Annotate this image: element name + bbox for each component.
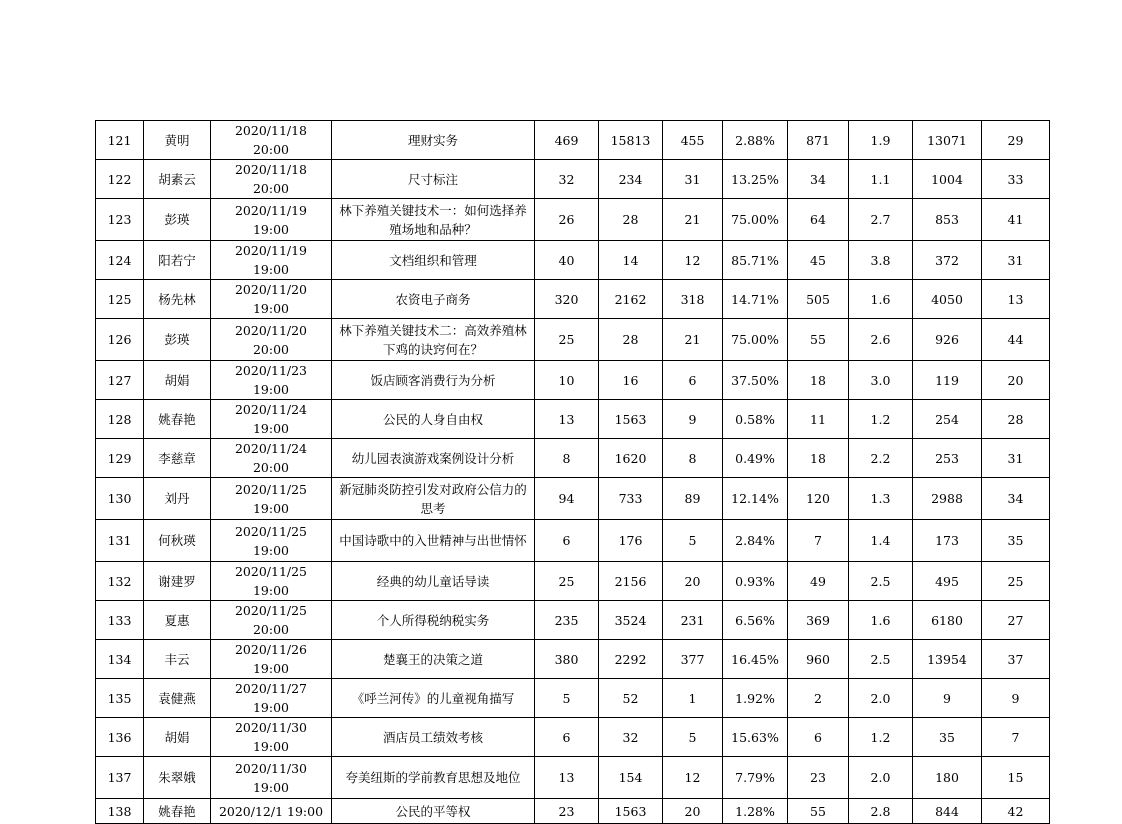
percentage-cell: 2.84% [723, 520, 788, 562]
metric-1-cell: 32 [535, 160, 599, 199]
schedule-time-cell: 2020/12/1 19:00 [211, 799, 332, 824]
metric-7-cell: 29 [982, 121, 1050, 160]
table-row [96, 520, 1050, 562]
metric-6-cell: 13954 [913, 640, 982, 679]
metric-2-cell: 2156 [599, 562, 663, 601]
percentage-cell: 1.92% [723, 679, 788, 718]
metric-6-cell: 13071 [913, 121, 982, 160]
teacher-name-cell: 袁健燕 [144, 679, 211, 718]
metric-4-cell: 64 [788, 199, 849, 241]
metric-5-cell: 3.8 [849, 241, 913, 280]
percentage-cell: 75.00% [723, 199, 788, 241]
metric-6-cell: 4050 [913, 280, 982, 319]
teacher-name-cell: 黄明 [144, 121, 211, 160]
row-number-cell: 121 [96, 121, 144, 160]
metric-5-cell: 2.8 [849, 799, 913, 824]
metric-3-cell: 20 [663, 799, 723, 824]
row-number-cell: 133 [96, 601, 144, 640]
table-row [96, 241, 1050, 280]
row-number-cell: 134 [96, 640, 144, 679]
metric-4-cell: 55 [788, 319, 849, 361]
metric-5-cell: 2.2 [849, 439, 913, 478]
metric-2-cell: 15813 [599, 121, 663, 160]
schedule-time-cell: 2020/11/25 19:00 [211, 520, 332, 562]
percentage-cell: 14.71% [723, 280, 788, 319]
row-number-cell: 131 [96, 520, 144, 562]
metric-7-cell: 13 [982, 280, 1050, 319]
metric-4-cell: 120 [788, 478, 849, 520]
metric-1-cell: 25 [535, 319, 599, 361]
percentage-cell: 12.14% [723, 478, 788, 520]
row-number-cell: 124 [96, 241, 144, 280]
schedule-time-cell: 2020/11/25 20:00 [211, 601, 332, 640]
metric-7-cell: 7 [982, 718, 1050, 757]
teacher-name-cell: 夏惠 [144, 601, 211, 640]
course-title-cell: 中国诗歌中的入世精神与出世情怀 [332, 520, 535, 562]
metric-7-cell: 33 [982, 160, 1050, 199]
course-title-cell: 林下养殖关键技术二：高效养殖林下鸡的诀窍何在？ [332, 319, 535, 361]
metric-6-cell: 173 [913, 520, 982, 562]
course-title-cell: 《呼兰河传》的儿童视角描写 [332, 679, 535, 718]
metric-4-cell: 960 [788, 640, 849, 679]
metric-5-cell: 2.0 [849, 757, 913, 799]
metric-7-cell: 20 [982, 361, 1050, 400]
percentage-cell: 15.63% [723, 718, 788, 757]
metric-6-cell: 926 [913, 319, 982, 361]
percentage-cell: 0.58% [723, 400, 788, 439]
table-row [96, 319, 1050, 361]
metric-2-cell: 1563 [599, 799, 663, 824]
metric-3-cell: 231 [663, 601, 723, 640]
metric-4-cell: 23 [788, 757, 849, 799]
row-number-cell: 130 [96, 478, 144, 520]
metric-1-cell: 13 [535, 400, 599, 439]
table-row [96, 799, 1050, 824]
schedule-time-cell: 2020/11/24 20:00 [211, 439, 332, 478]
schedule-time-cell: 2020/11/19 19:00 [211, 199, 332, 241]
metric-7-cell: 41 [982, 199, 1050, 241]
metric-4-cell: 7 [788, 520, 849, 562]
course-title-cell: 文档组织和管理 [332, 241, 535, 280]
table-row [96, 601, 1050, 640]
metric-2-cell: 176 [599, 520, 663, 562]
schedule-time-cell: 2020/11/20 19:00 [211, 280, 332, 319]
teacher-name-cell: 谢建罗 [144, 562, 211, 601]
percentage-cell: 16.45% [723, 640, 788, 679]
metric-2-cell: 3524 [599, 601, 663, 640]
metric-2-cell: 14 [599, 241, 663, 280]
metric-5-cell: 3.0 [849, 361, 913, 400]
metric-3-cell: 5 [663, 520, 723, 562]
teacher-name-cell: 胡素云 [144, 160, 211, 199]
table-row [96, 400, 1050, 439]
percentage-cell: 0.93% [723, 562, 788, 601]
metric-2-cell: 733 [599, 478, 663, 520]
metric-4-cell: 49 [788, 562, 849, 601]
metric-6-cell: 254 [913, 400, 982, 439]
metric-2-cell: 2162 [599, 280, 663, 319]
table-row [96, 199, 1050, 241]
course-title-cell: 农资电子商务 [332, 280, 535, 319]
metric-4-cell: 34 [788, 160, 849, 199]
row-number-cell: 125 [96, 280, 144, 319]
table-row [96, 478, 1050, 520]
percentage-cell: 0.49% [723, 439, 788, 478]
metric-4-cell: 18 [788, 439, 849, 478]
table-body [96, 121, 1050, 824]
course-title-cell: 夸美纽斯的学前教育思想及地位 [332, 757, 535, 799]
course-title-cell: 公民的平等权 [332, 799, 535, 824]
metric-1-cell: 469 [535, 121, 599, 160]
teacher-name-cell: 彭瑛 [144, 319, 211, 361]
metric-4-cell: 45 [788, 241, 849, 280]
metric-1-cell: 94 [535, 478, 599, 520]
metric-2-cell: 2292 [599, 640, 663, 679]
table-row [96, 361, 1050, 400]
teacher-name-cell: 姚春艳 [144, 799, 211, 824]
teacher-name-cell: 何秋瑛 [144, 520, 211, 562]
metric-5-cell: 1.2 [849, 718, 913, 757]
percentage-cell: 7.79% [723, 757, 788, 799]
course-stats-table [95, 120, 1050, 824]
schedule-time-cell: 2020/11/19 19:00 [211, 241, 332, 280]
metric-5-cell: 1.2 [849, 400, 913, 439]
teacher-name-cell: 阳若宁 [144, 241, 211, 280]
metric-6-cell: 1004 [913, 160, 982, 199]
metric-1-cell: 26 [535, 199, 599, 241]
row-number-cell: 126 [96, 319, 144, 361]
metric-7-cell: 27 [982, 601, 1050, 640]
metric-3-cell: 20 [663, 562, 723, 601]
metric-3-cell: 8 [663, 439, 723, 478]
metric-1-cell: 320 [535, 280, 599, 319]
metric-5-cell: 2.5 [849, 562, 913, 601]
table-row [96, 757, 1050, 799]
metric-2-cell: 1563 [599, 400, 663, 439]
course-title-cell: 公民的人身自由权 [332, 400, 535, 439]
metric-4-cell: 55 [788, 799, 849, 824]
row-number-cell: 136 [96, 718, 144, 757]
teacher-name-cell: 丰云 [144, 640, 211, 679]
schedule-time-cell: 2020/11/18 20:00 [211, 160, 332, 199]
metric-7-cell: 35 [982, 520, 1050, 562]
metric-3-cell: 5 [663, 718, 723, 757]
metric-3-cell: 318 [663, 280, 723, 319]
course-title-cell: 林下养殖关键技术一：如何选择养殖场地和品种？ [332, 199, 535, 241]
percentage-cell: 1.28% [723, 799, 788, 824]
metric-5-cell: 1.6 [849, 601, 913, 640]
teacher-name-cell: 胡娟 [144, 361, 211, 400]
course-title-cell: 尺寸标注 [332, 160, 535, 199]
metric-3-cell: 12 [663, 757, 723, 799]
table-row [96, 679, 1050, 718]
metric-3-cell: 31 [663, 160, 723, 199]
row-number-cell: 132 [96, 562, 144, 601]
schedule-time-cell: 2020/11/23 19:00 [211, 361, 332, 400]
metric-7-cell: 42 [982, 799, 1050, 824]
metric-1-cell: 10 [535, 361, 599, 400]
metric-4-cell: 871 [788, 121, 849, 160]
metric-7-cell: 25 [982, 562, 1050, 601]
metric-7-cell: 9 [982, 679, 1050, 718]
metric-3-cell: 455 [663, 121, 723, 160]
table-row [96, 439, 1050, 478]
percentage-cell: 13.25% [723, 160, 788, 199]
metric-1-cell: 6 [535, 520, 599, 562]
course-title-cell: 饭店顾客消费行为分析 [332, 361, 535, 400]
schedule-time-cell: 2020/11/25 19:00 [211, 562, 332, 601]
schedule-time-cell: 2020/11/30 19:00 [211, 757, 332, 799]
teacher-name-cell: 李慈章 [144, 439, 211, 478]
schedule-time-cell: 2020/11/25 19:00 [211, 478, 332, 520]
teacher-name-cell: 彭瑛 [144, 199, 211, 241]
metric-7-cell: 31 [982, 439, 1050, 478]
metric-6-cell: 853 [913, 199, 982, 241]
teacher-name-cell: 朱翠娥 [144, 757, 211, 799]
metric-1-cell: 23 [535, 799, 599, 824]
teacher-name-cell: 姚春艳 [144, 400, 211, 439]
metric-5-cell: 2.7 [849, 199, 913, 241]
metric-3-cell: 21 [663, 199, 723, 241]
table-row [96, 121, 1050, 160]
course-title-cell: 酒店员工绩效考核 [332, 718, 535, 757]
metric-1-cell: 13 [535, 757, 599, 799]
metric-6-cell: 180 [913, 757, 982, 799]
metric-6-cell: 35 [913, 718, 982, 757]
metric-2-cell: 28 [599, 319, 663, 361]
metric-1-cell: 5 [535, 679, 599, 718]
row-number-cell: 127 [96, 361, 144, 400]
metric-6-cell: 119 [913, 361, 982, 400]
course-title-cell: 新冠肺炎防控引发对政府公信力的思考 [332, 478, 535, 520]
metric-1-cell: 8 [535, 439, 599, 478]
percentage-cell: 37.50% [723, 361, 788, 400]
metric-3-cell: 89 [663, 478, 723, 520]
percentage-cell: 75.00% [723, 319, 788, 361]
metric-1-cell: 25 [535, 562, 599, 601]
metric-7-cell: 37 [982, 640, 1050, 679]
metric-1-cell: 6 [535, 718, 599, 757]
metric-7-cell: 31 [982, 241, 1050, 280]
metric-4-cell: 11 [788, 400, 849, 439]
metric-7-cell: 15 [982, 757, 1050, 799]
row-number-cell: 137 [96, 757, 144, 799]
percentage-cell: 85.71% [723, 241, 788, 280]
metric-3-cell: 12 [663, 241, 723, 280]
table-row [96, 160, 1050, 199]
metric-7-cell: 44 [982, 319, 1050, 361]
metric-1-cell: 380 [535, 640, 599, 679]
metric-5-cell: 2.5 [849, 640, 913, 679]
schedule-time-cell: 2020/11/18 20:00 [211, 121, 332, 160]
course-title-cell: 经典的幼儿童话导读 [332, 562, 535, 601]
metric-2-cell: 28 [599, 199, 663, 241]
metric-4-cell: 18 [788, 361, 849, 400]
percentage-cell: 6.56% [723, 601, 788, 640]
metric-1-cell: 40 [535, 241, 599, 280]
row-number-cell: 128 [96, 400, 144, 439]
schedule-time-cell: 2020/11/30 19:00 [211, 718, 332, 757]
metric-7-cell: 28 [982, 400, 1050, 439]
row-number-cell: 123 [96, 199, 144, 241]
metric-5-cell: 1.1 [849, 160, 913, 199]
metric-2-cell: 234 [599, 160, 663, 199]
row-number-cell: 135 [96, 679, 144, 718]
schedule-time-cell: 2020/11/20 20:00 [211, 319, 332, 361]
row-number-cell: 138 [96, 799, 144, 824]
course-title-cell: 楚襄王的决策之道 [332, 640, 535, 679]
metric-2-cell: 52 [599, 679, 663, 718]
table-row [96, 718, 1050, 757]
metric-5-cell: 1.6 [849, 280, 913, 319]
metric-4-cell: 6 [788, 718, 849, 757]
schedule-time-cell: 2020/11/26 19:00 [211, 640, 332, 679]
metric-3-cell: 1 [663, 679, 723, 718]
metric-4-cell: 2 [788, 679, 849, 718]
metric-5-cell: 1.4 [849, 520, 913, 562]
metric-2-cell: 32 [599, 718, 663, 757]
course-title-cell: 理财实务 [332, 121, 535, 160]
row-number-cell: 129 [96, 439, 144, 478]
metric-5-cell: 1.9 [849, 121, 913, 160]
teacher-name-cell: 刘丹 [144, 478, 211, 520]
metric-5-cell: 1.3 [849, 478, 913, 520]
metric-7-cell: 34 [982, 478, 1050, 520]
metric-1-cell: 235 [535, 601, 599, 640]
metric-6-cell: 844 [913, 799, 982, 824]
metric-4-cell: 505 [788, 280, 849, 319]
metric-6-cell: 9 [913, 679, 982, 718]
table-row [96, 280, 1050, 319]
metric-5-cell: 2.6 [849, 319, 913, 361]
table-row [96, 640, 1050, 679]
metric-4-cell: 369 [788, 601, 849, 640]
percentage-cell: 2.88% [723, 121, 788, 160]
metric-6-cell: 253 [913, 439, 982, 478]
metric-5-cell: 2.0 [849, 679, 913, 718]
metric-6-cell: 6180 [913, 601, 982, 640]
teacher-name-cell: 胡娟 [144, 718, 211, 757]
schedule-time-cell: 2020/11/24 19:00 [211, 400, 332, 439]
teacher-name-cell: 杨先林 [144, 280, 211, 319]
metric-2-cell: 1620 [599, 439, 663, 478]
metric-3-cell: 9 [663, 400, 723, 439]
metric-2-cell: 154 [599, 757, 663, 799]
metric-3-cell: 6 [663, 361, 723, 400]
metric-3-cell: 21 [663, 319, 723, 361]
metric-6-cell: 2988 [913, 478, 982, 520]
course-title-cell: 幼儿园表演游戏案例设计分析 [332, 439, 535, 478]
metric-6-cell: 372 [913, 241, 982, 280]
course-title-cell: 个人所得税纳税实务 [332, 601, 535, 640]
metric-3-cell: 377 [663, 640, 723, 679]
metric-6-cell: 495 [913, 562, 982, 601]
metric-2-cell: 16 [599, 361, 663, 400]
table-row [96, 562, 1050, 601]
schedule-time-cell: 2020/11/27 19:00 [211, 679, 332, 718]
row-number-cell: 122 [96, 160, 144, 199]
